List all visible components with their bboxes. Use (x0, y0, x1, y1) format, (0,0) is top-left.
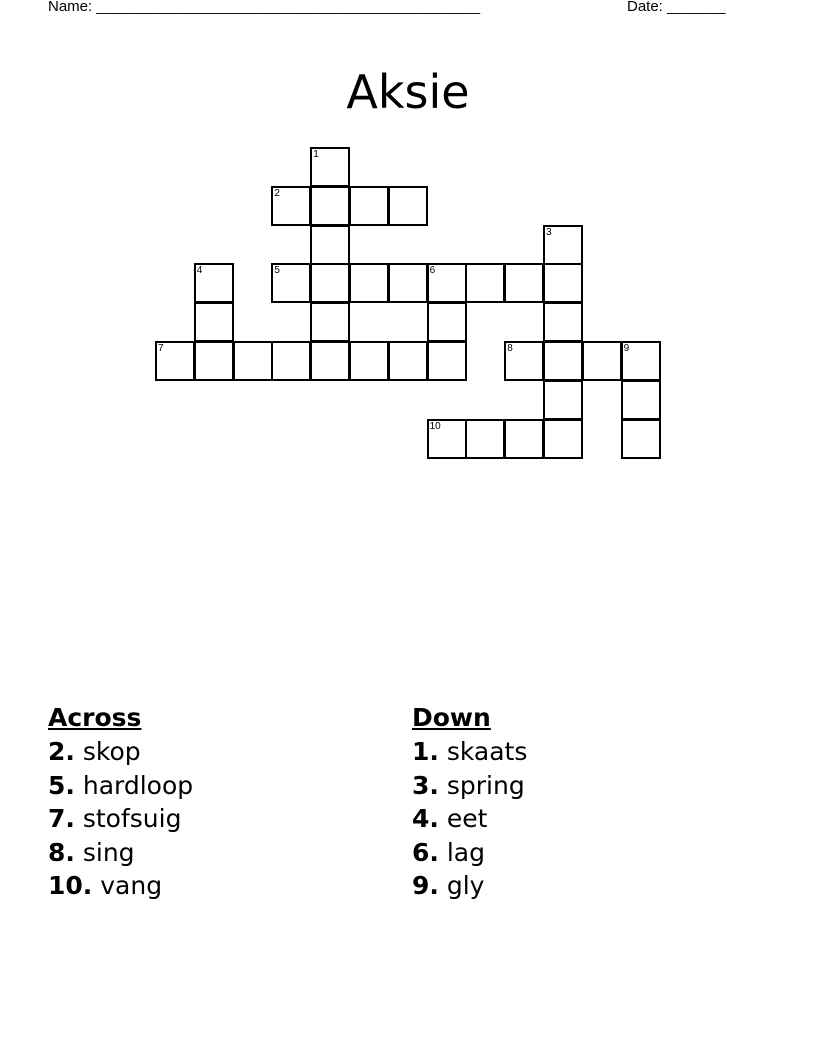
cell-number: 2 (274, 187, 280, 199)
clue-item (48, 735, 193, 769)
grid-cell[interactable] (427, 302, 467, 342)
grid-cell[interactable] (310, 302, 350, 342)
grid-cell[interactable] (621, 341, 661, 381)
clue-text: hardloop (82, 770, 194, 800)
grid-cell[interactable] (543, 419, 583, 459)
down-clues (412, 702, 527, 903)
date-field-label: Date: _______ (627, 0, 726, 15)
clue-item (412, 735, 527, 769)
grid-cell[interactable] (388, 263, 428, 303)
grid-cell[interactable] (427, 263, 467, 303)
cell-number: 5 (274, 265, 280, 277)
grid-cell[interactable] (621, 419, 661, 459)
grid-cell[interactable] (310, 341, 350, 381)
clue-text: eet (446, 804, 488, 833)
grid-cell[interactable] (543, 302, 583, 342)
cell-number: 8 (507, 343, 513, 354)
cell-number: 4 (196, 265, 203, 277)
across-clues (48, 702, 193, 903)
cell-number: 9 (623, 343, 630, 354)
across-heading: Across (48, 703, 142, 732)
clue-number: 6. (412, 837, 439, 867)
grid-cell[interactable] (194, 263, 234, 303)
grid-cell[interactable] (310, 147, 350, 187)
grid-cell[interactable] (621, 380, 661, 420)
clue-number: 1. (412, 737, 439, 766)
cell-number: 6 (429, 265, 436, 277)
clue-text: sing (82, 837, 135, 867)
clue-text: lag (446, 837, 485, 867)
grid-cell[interactable] (504, 263, 544, 303)
cell-number: 7 (158, 343, 164, 354)
clue-text: vang (100, 871, 163, 900)
clue-text: spring (446, 770, 525, 800)
clue-number: 2. (48, 737, 75, 766)
grid-cell[interactable] (388, 341, 428, 381)
down-heading: Down (412, 703, 491, 732)
grid-cell[interactable] (194, 302, 234, 342)
grid-cell[interactable] (427, 341, 467, 381)
clue-item (412, 802, 527, 836)
clue-item (48, 836, 193, 870)
cell-number: 10 (429, 420, 441, 432)
grid-cell[interactable] (543, 341, 583, 381)
grid-cell[interactable] (465, 419, 505, 459)
grid-cell[interactable] (271, 341, 311, 381)
clue-number: 7. (48, 804, 75, 833)
clue-item (48, 802, 193, 836)
grid-cell[interactable] (504, 419, 544, 459)
grid-cell[interactable] (271, 263, 311, 303)
clue-item (412, 869, 527, 903)
grid-cell[interactable] (349, 263, 389, 303)
grid-cell[interactable] (349, 341, 389, 381)
clue-item (412, 769, 527, 803)
grid-cell[interactable] (582, 341, 622, 381)
clue-text: gly (446, 871, 485, 900)
grid-cell[interactable] (427, 419, 467, 459)
grid-cell[interactable] (155, 341, 195, 381)
grid-cell[interactable] (233, 341, 273, 381)
clue-text: skaats (446, 737, 528, 766)
grid-cell[interactable] (310, 263, 350, 303)
grid-cell[interactable] (543, 380, 583, 420)
clue-text: stofsuig (82, 804, 182, 833)
grid-cell[interactable] (349, 186, 389, 226)
clue-number: 4. (412, 804, 439, 833)
clue-number: 10. (48, 871, 93, 900)
crossword-grid (0, 0, 816, 520)
clue-number: 9. (412, 871, 439, 900)
grid-cell[interactable] (310, 186, 350, 226)
clue-item (48, 769, 193, 803)
grid-cell[interactable] (310, 225, 350, 265)
clue-item (412, 836, 527, 870)
cell-number: 1 (313, 149, 319, 160)
grid-cell[interactable] (543, 225, 583, 265)
name-field-label: Name: ______________________________________________ (48, 0, 481, 15)
grid-cell[interactable] (543, 263, 583, 303)
clue-text: skop (82, 737, 141, 766)
grid-cell[interactable] (194, 341, 234, 381)
cell-number: 3 (546, 226, 552, 238)
clue-item (48, 869, 193, 903)
clue-number: 3. (412, 770, 439, 800)
grid-cell[interactable] (465, 263, 505, 303)
grid-cell[interactable] (271, 186, 311, 226)
grid-cell[interactable] (504, 341, 544, 381)
grid-cell[interactable] (388, 186, 428, 226)
clue-number: 8. (48, 837, 75, 867)
page-title: Aksie (346, 64, 470, 119)
clue-number: 5. (48, 770, 75, 800)
